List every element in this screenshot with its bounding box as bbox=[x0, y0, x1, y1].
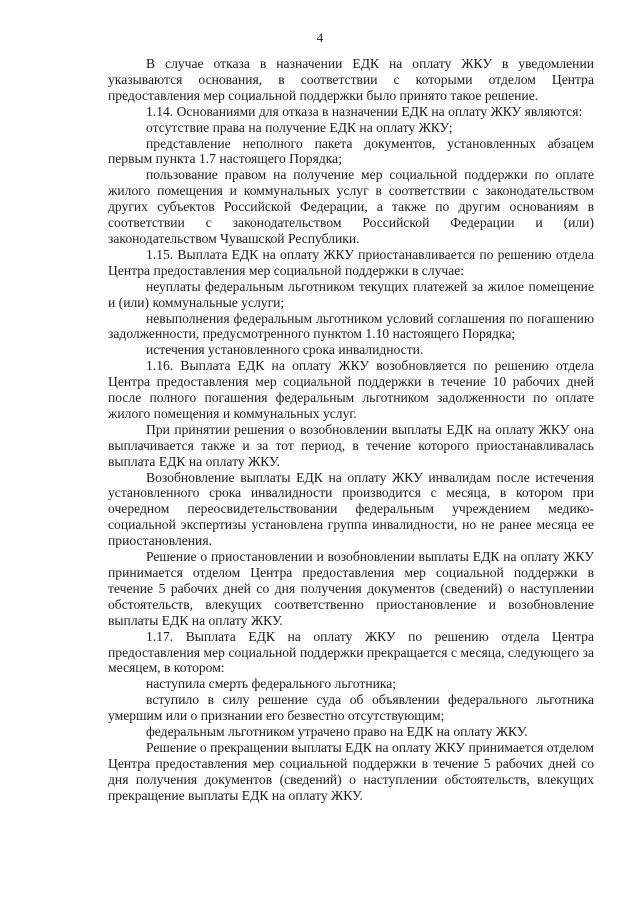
paragraph-incomplete-docs: представление неполного пакета документов, установленных абзацем первым пункта 1.7 настоящего Порядка; bbox=[108, 135, 594, 167]
paragraph-no-right: отсутствие права на получение ЕДК на оплату ЖКУ; bbox=[146, 119, 453, 135]
paragraph-non-payment: неуплаты федеральным льготником текущих платежей за жилое помещение и (или) коммунальные услуги; bbox=[108, 278, 594, 310]
paragraph-other-regions: пользование правом на получение мер социальной поддержки по оплате жилого помещения и коммунальных услуг в соответствии с законодательством других субъектов Российской Федерации, а также по другим основаниям в соответствии с законодательством Российской Федерации и (или) законодательством Чувашской Республики. bbox=[108, 167, 594, 246]
paragraph-termination-decision: Решение о прекращении выплаты ЕДК на оплату ЖКУ принимается отделом Центра предоставления мер социальной поддержки в течение 5 рабочих дней со дня получения документов (сведений) о наступлении обстоятельств, влекущих прекращение выплаты ЕДК на оплату ЖКУ. bbox=[108, 739, 594, 803]
document-body bbox=[108, 56, 594, 804]
paragraph-death: наступила смерть федерального льготника; bbox=[146, 676, 397, 692]
paragraph-disabled-resume: Возобновление выплаты ЕДК на оплату ЖКУ инвалидам после истечения установленного срока инвалидности производится с месяца, в котором при очередном переосвидетельствовании федеральным учреждением медико-социальной экспертизы установлена группа инвалидности, но не ранее месяца ее приостановления. bbox=[108, 469, 594, 549]
page-number: 4 bbox=[316, 30, 324, 45]
paragraph-suspend-decision: Решение о приостановлении и возобновлении выплаты ЕДК на оплату ЖКУ принимается отделом Центра предоставления мер социальной поддержки в течение 5 рабочих дней со дня получения документов (сведений) о наступлении обстоятельств, влекущих соответственно приостановление и возобновление выплаты ЕДК на оплату ЖКУ. bbox=[108, 549, 594, 628]
paragraph-1-16: 1.16. Выплата ЕДК на оплату ЖКУ возобновляется по решению отдела Центра предоставления мер социальной поддержки в течение 10 рабочих дней после полного погашения федеральным льготником задолженности по оплате жилого помещения и коммунальных услуг. bbox=[108, 358, 594, 421]
paragraph-disability-expiry: истечения установленного срока инвалидности. bbox=[146, 342, 424, 358]
paragraph-court-decision: вступило в силу решение суда об объявлении федерального льготника умершим или о признании его безвестно отсутствующим; bbox=[108, 692, 594, 724]
paragraph-1-17: 1.17. Выплата ЕДК на оплату ЖКУ по решению отдела Центра предоставления мер социальной поддержки прекращается с месяца, следующего за месяцем, в котором: bbox=[108, 628, 594, 676]
paragraph-agreement-breach: невыполнения федеральным льготником условий соглашения по погашению задолженности, предусмотренного пунктом 1.10 настоящего Порядка; bbox=[108, 310, 594, 342]
paragraph-right-lost: федеральным льготником утрачено право на ЕДК на оплату ЖКУ. bbox=[146, 724, 528, 740]
paragraph-refusal-notice: В случае отказа в назначении ЕДК на оплату ЖКУ в уведомлении указываются основания, в соответствии с которыми отделом Центра предоставления мер социальной поддержки было принято такое решение. bbox=[108, 56, 594, 103]
paragraph-1-15: 1.15. Выплата ЕДК на оплату ЖКУ приостанавливается по решению отдела Центра предоставления мер социальной поддержки в случае: bbox=[108, 246, 594, 278]
paragraph-1-14: 1.14. Основаниями для отказа в назначении ЕДК на оплату ЖКУ являются: bbox=[146, 103, 583, 119]
paragraph-resume-period: При принятии решения о возобновлении выплаты ЕДК на оплату ЖКУ она выплачивается также и за тот период, в течение которого приостанавливалась выплата ЕДК на оплату ЖКУ. bbox=[108, 421, 594, 469]
